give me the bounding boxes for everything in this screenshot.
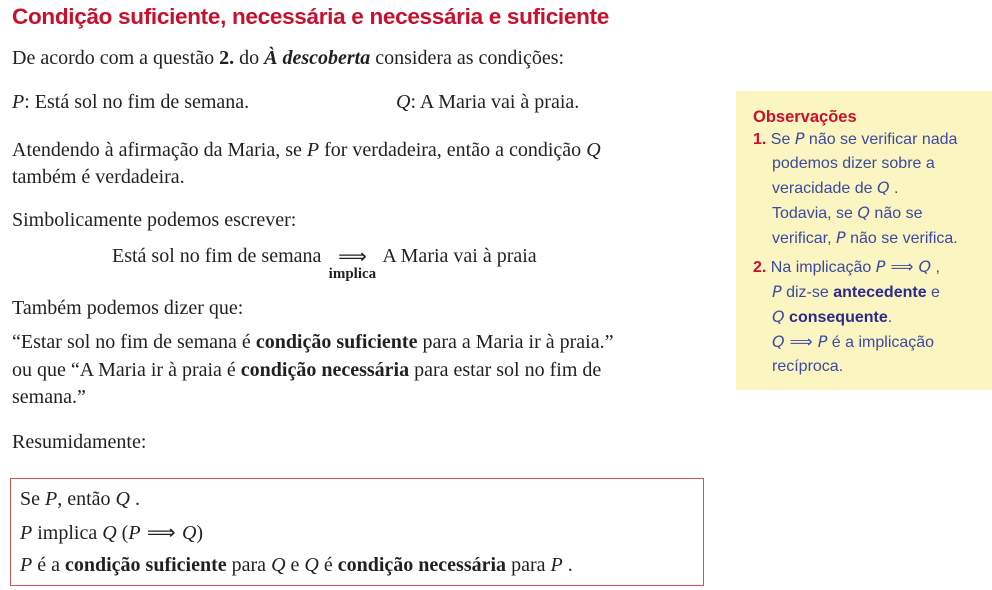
text: Atendendo à afirmação da Maria, se: [12, 139, 307, 161]
obs2-line-5: recíproca.: [772, 358, 844, 375]
text: para estar sol no fim de: [409, 359, 602, 381]
var-q: Q: [304, 554, 319, 576]
text: é: [318, 554, 338, 576]
bold-term: antecedente: [833, 284, 927, 301]
text: Se: [766, 131, 795, 148]
text: Se: [20, 488, 45, 510]
condition-p: [12, 88, 249, 116]
quote-2-line-1: [12, 356, 601, 384]
var-q: Q: [857, 203, 870, 222]
text: verificar,: [772, 230, 837, 247]
item-number: 2.: [753, 259, 767, 276]
var-q: Q: [181, 522, 197, 544]
text: “Estar sol no fim de semana é: [12, 331, 256, 353]
text: não se verifica.: [845, 230, 958, 247]
paragraph-1-line-2: também é verdadeira.: [12, 166, 185, 188]
implica-label: implica: [328, 266, 377, 282]
var-p: P: [550, 554, 563, 576]
text: não se: [869, 205, 923, 222]
obs2-line-3: [753, 305, 989, 330]
condition-p-text: : Está sol no fim de semana.: [24, 91, 250, 113]
text: implica: [32, 522, 103, 544]
text: e: [285, 554, 305, 576]
var-q: Q: [115, 488, 130, 510]
var-q: Q: [772, 307, 785, 326]
obs2-line-1: [753, 259, 940, 276]
implication-right: A Maria vai à praia: [382, 245, 537, 267]
var-p: P: [306, 139, 320, 161]
text: é a: [32, 554, 65, 576]
text: .: [889, 180, 899, 197]
var-p: P: [772, 282, 782, 301]
var-q: Q: [586, 139, 601, 161]
var-q: Q: [396, 91, 411, 113]
text: para: [506, 554, 551, 576]
observation-2: [753, 255, 989, 379]
bold-term: condição suficiente: [64, 554, 227, 576]
obs1-line-3: [753, 176, 989, 201]
summary-row-1: [20, 485, 140, 513]
text: veracidade de: [772, 180, 877, 197]
sidebar-title: Observações: [753, 108, 857, 126]
question-number: 2.: [219, 47, 235, 69]
text: ou que “A Maria ir à praia é: [12, 359, 241, 381]
quote-2-line-2: semana.”: [12, 386, 86, 408]
observations-sidebar: [736, 91, 992, 390]
var-p: P: [836, 228, 846, 247]
book-section-name: À descoberta: [264, 47, 371, 69]
summary-row-3: [20, 551, 573, 579]
obs2-line-2: [753, 280, 989, 305]
implication-statement: [112, 242, 537, 282]
text: for verdadeira, então a condição: [319, 139, 587, 161]
bold-term: condição necessária: [240, 359, 410, 381]
also-heading: Também podemos dizer que:: [12, 297, 244, 319]
quote-1: [12, 328, 613, 356]
summary-box: [10, 478, 704, 586]
var-q: Q: [271, 554, 286, 576]
arrow-icon: ⟹: [338, 244, 367, 268]
bold-term: consequente: [789, 309, 888, 326]
text: e: [926, 284, 940, 301]
obs1-line-2: podemos dizer sobre a: [772, 155, 935, 172]
summary-heading: Resumidamente:: [12, 431, 147, 453]
text: para: [226, 554, 272, 576]
obs1-line-5: [753, 226, 989, 251]
text: .: [562, 554, 573, 576]
text: Na implicação: [766, 259, 876, 276]
implication-p-q: P ⟹ Q: [875, 257, 932, 276]
text: .: [129, 488, 140, 510]
text: .: [887, 309, 893, 326]
text: diz-se: [781, 284, 834, 301]
obs2-line-4: [753, 330, 989, 355]
var-p: P: [20, 522, 33, 544]
text: é a implicação: [827, 334, 935, 351]
intro-text-mid: do: [234, 47, 265, 69]
implication-q-p: Q ⟹ P: [772, 332, 828, 351]
intro-paragraph: [12, 44, 564, 72]
text: Todavia, se: [772, 205, 858, 222]
text: (: [116, 522, 129, 544]
summary-row-2: [20, 518, 203, 547]
var-p: P: [128, 522, 141, 544]
paragraph-1-line-1: [12, 136, 601, 164]
page-title: Condição suficiente, necessária e necessária e suficiente: [12, 4, 609, 29]
var-q: Q: [876, 178, 890, 197]
bold-term: condição suficiente: [255, 331, 418, 353]
implies-symbol: ⟹: [140, 520, 182, 544]
var-q: Q: [102, 522, 117, 544]
obs1-line-4: [753, 201, 989, 226]
condition-q: [396, 88, 579, 116]
obs1-line-1: [753, 131, 957, 148]
observation-1: [753, 127, 989, 251]
intro-text-end: considera as condições:: [370, 47, 565, 69]
condition-q-text: : A Maria vai à praia.: [410, 91, 580, 113]
bold-term: condição necessária: [337, 554, 507, 576]
text: ,: [931, 259, 940, 276]
intro-text: De acordo com a questão: [12, 47, 220, 69]
var-p: P: [45, 488, 58, 510]
var-p: P: [20, 554, 33, 576]
text: , então: [57, 488, 116, 510]
implies-arrow: [326, 242, 378, 282]
var-p: P: [794, 129, 805, 148]
var-p: P: [12, 91, 25, 113]
implication-left: Está sol no fim de semana: [112, 245, 322, 267]
text: não se verificar nada: [804, 131, 958, 148]
text: ): [196, 522, 204, 544]
item-number: 1.: [753, 131, 767, 148]
symbolic-heading: Simbolicamente podemos escrever:: [12, 209, 297, 231]
text: para a Maria ir à praia.”: [417, 331, 614, 353]
